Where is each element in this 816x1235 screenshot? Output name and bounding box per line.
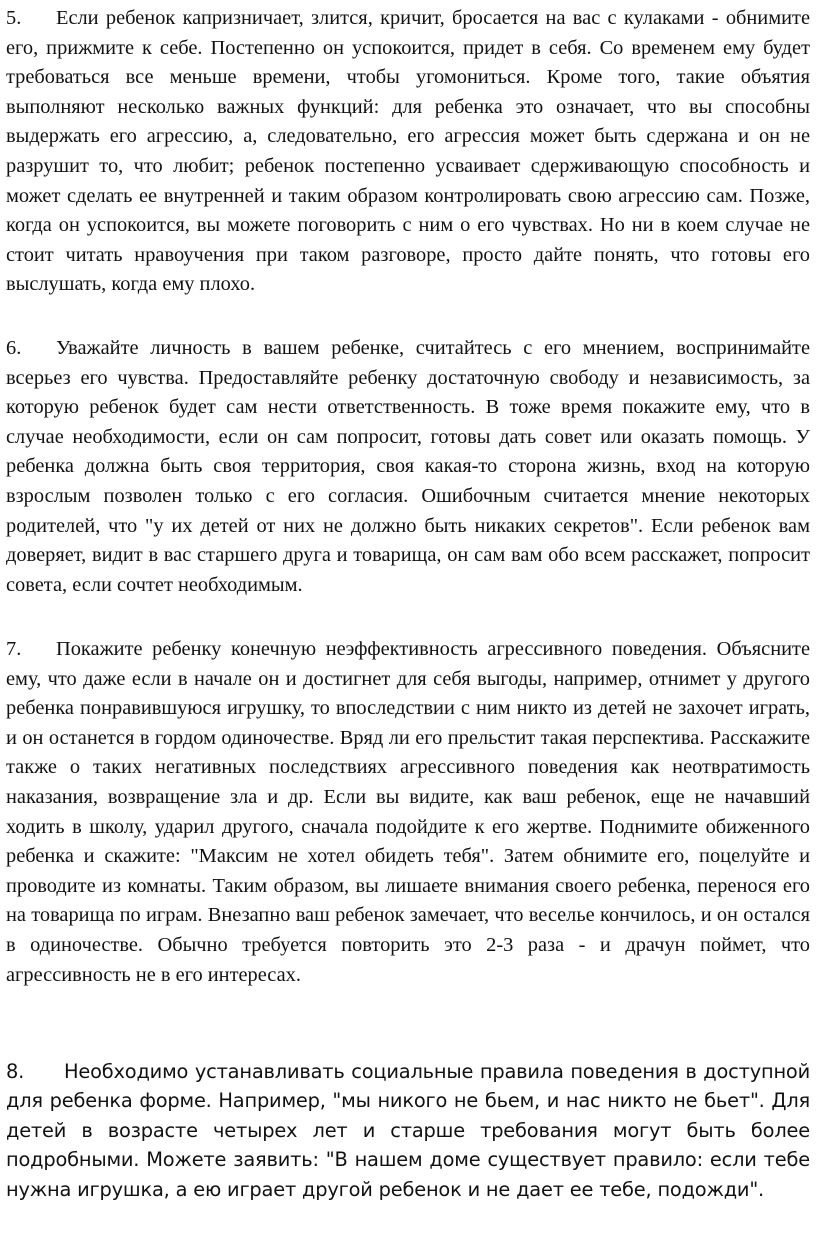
paragraph-number: 5. (6, 7, 22, 29)
paragraph-text: Необходимо устанавливать социальные правила поведения в доступной для ребенка форме. Например, "мы никого не бьем, и нас никто не бьет". Для детей в возрасте четырех лет и старше требования могут быть более подробными. Можете заявить: "В нашем доме существует правило: если тебе нужна игрушка, а ею играет другой ребенок и не дает ее тебе, подожди". (6, 1060, 810, 1201)
paragraph-5 (6, 4, 810, 300)
paragraph-6 (6, 334, 810, 600)
paragraph-number: 7. (6, 638, 22, 660)
paragraph-text: Покажите ребенку конечную неэффективность агрессивного поведения. Объясните ему, что даже если в начале он и достигнет для себя выгоды, например, отнимет у другого ребенка понравившуюся игрушку, то впоследствии с ним никто из детей не захочет играть, и он останется в гордом одиночестве. Вряд ли его прельстит такая перспектива. Расскажите также о таких негативных последствиях агрессивного поведения как неотвратимость наказания, возвращение зла и др. Если вы видите, как ваш ребенок, еще не начавший ходить в школу, ударил другого, сначала подойдите к его жертве. Поднимите обиженного ребенка и скажите: "Максим не хотел обидеть тебя". Затем обнимите его, поцелуйте и проводите из комнаты. Таким образом, вы лишаете внимания своего ребенка, перенося его на товарища по играм. Внезапно ваш ребенок замечает, что веселье кончилось, и он остался в одиночестве. Обычно требуется повторить это 2-3 раза - и драчун поймет, что агрессивность не в его интересах. (6, 638, 810, 986)
paragraph-text: Если ребенок капризничает, злится, кричит, бросается на вас с кулаками - обнимите его, прижмите к себе. Постепенно он успокоится, придет в себя. Со временем ему будет требоваться все меньше времени, чтобы угомониться. Кроме того, такие объятия выполняют несколько важных функций: для ребенка это означает, что вы способны выдержать его агрессию, а, следовательно, его агрессия может быть сдержана и он не разрушит то, что любит; ребенок постепенно усваивает сдерживающую способность и может сделать ее внутренней и таким образом контролировать свою агрессию сам. Позже, когда он успокоится, вы можете поговорить с ним о его чувствах. Но ни в коем случае не стоит читать нравоучения при таком разговоре, просто дайте понять, что готовы его выслушать, когда ему плохо. (6, 7, 810, 296)
paragraph-8 (6, 1057, 810, 1204)
paragraph-text: Уважайте личность в вашем ребенке, считайтесь с его мнением, воспринимайте всерьез его чувства. Предоставляйте ребенку достаточную свободу и независимость, за которую ребенок будет сам нести ответственность. В тоже время покажите ему, что в случае необходимости, если он сам попросит, готовы дать совет или оказать помощь. У ребенка должна быть своя территория, своя какая-то сторона жизнь, вход на которую взрослым позволен только с его согласия. Ошибочным считается мнение некоторых родителей, что "у их детей от них не должно быть никаких секретов". Если ребенок вам доверяет, видит в вас старшего друга и товарища, он сам вам обо всем расскажет, попросит совета, если сочтет необходимым. (6, 337, 810, 596)
paragraph-7 (6, 635, 810, 990)
paragraph-number: 8. (6, 1060, 25, 1083)
paragraph-number: 6. (6, 337, 22, 359)
